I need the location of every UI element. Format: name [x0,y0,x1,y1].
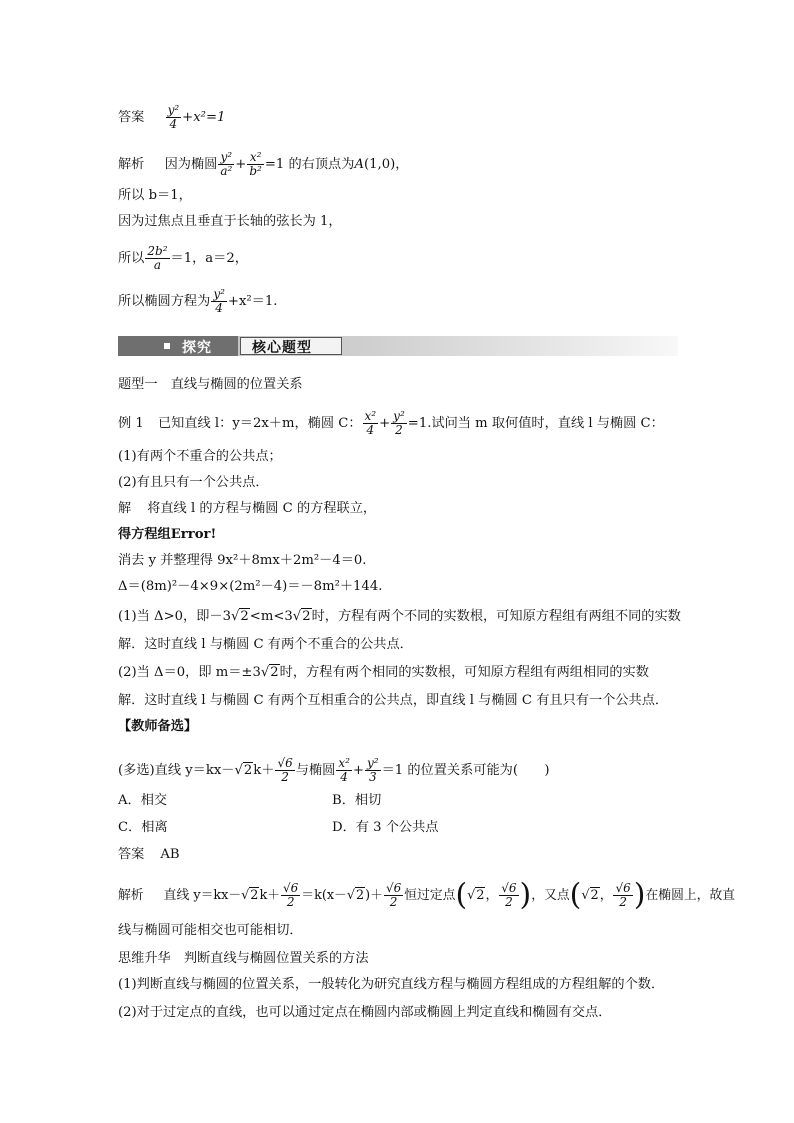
banner-right-text: 核心题型 [252,340,312,356]
solution-label: 解 [118,501,132,516]
analysis2-line-1: 解析 直线 y＝kx－√2k＋ $\frac{√6}{2}$ ＝k(x－√2)＋ $\frac{√6}{2}$ 恒过定点(√2， $\frac{√6}{2}$ )，又点(√2， $\frac{√6}{2}$ )在椭圆上，故直 [118,877,736,913]
solution-line-6: 解．这时直线 l 与椭圆 C 有两个不重合的公共点． [118,637,413,652]
example-line: 例 1 已知直线 l：y＝2x＋m，椭圆 C： $\frac{\text{x²}}{4}$ + $\frac{\text{y²}}{2}$ =1.试问当 m 取何值时，直线 l 与椭圆 C： [118,409,664,437]
example-label: 例 1 [118,416,144,431]
banner-bullet-icon [164,343,170,349]
summary-line-1: (1)判断直线与椭圆的位置关系，一般转化为研究直线方程与椭圆方程组成的方程组解的个数． [118,977,665,992]
solution-line-8: 解．这时直线 l 与椭圆 C 有两个互相重合的公共点，即直线 l 与椭圆 C 有且只有一个公共点． [118,693,669,708]
analysis-line-1: 解析 因为椭圆 $\frac{\text{y²}}{\text{a²}}$ + $\frac{\text{x²}}{\text{b²}}$ =1 的右顶点为A(1,0)， [118,150,409,178]
analysis-line-5: 所以椭圆方程为 $\frac{\text{y²}}{4}$ +x²＝1. [118,287,278,315]
option-c: C．相离 [118,820,168,835]
solution-line-7: (2)当 Δ＝0，即 m＝±3√2时，方程有两个相同的实数根，可知原方程组有两组相同的实数 [118,665,649,680]
solution-line-3: 消去 y 并整理得 9x²＋8mx＋2m²－4＝0. [118,553,367,568]
analysis2-line-2: 线与椭圆可能相交也可能相切． [118,923,303,938]
section-banner [118,336,678,356]
option-b: B．相切 [332,793,382,808]
teacher-answer-label: 答案 [118,847,145,862]
summary-title: 思维升华 判断直线与椭圆位置关系的方法 [118,951,369,966]
teacher-answer: 答案 AB [118,847,180,862]
teacher-title: 【教师备选】 [118,719,198,734]
solution-line-2: 得方程组Error! [118,527,217,542]
analysis-line-3: 因为过焦点且垂直于长轴的弦长为 1， [118,214,342,229]
banner-left-text: 探究 [182,340,212,356]
solution-line-5: (1)当 Δ>0，即－3√2<m<3√2时，方程有两个不同的实数根，可知原方程组有两组不同的实数 [118,609,681,624]
option-a: A．相交 [118,793,168,808]
answer-label: 答案 [118,110,145,125]
solution-line-1: 解 将直线 l 的方程与椭圆 C 的方程联立， [118,501,377,516]
question-1: (1)有两个不重合的公共点； [118,449,282,464]
teacher-question: (多选)直线 y＝kx－√2k＋ $\frac{√6}{2}$ 与椭圆 $\frac{\text{x²}}{4}$ + $\frac{\text{y²}}{3}$ ＝1 的位置关系可能为( ) [118,756,550,784]
question-2: (2)有且只有一个公共点． [118,475,269,490]
analysis2-label: 解析 [118,888,144,903]
analysis-line-2: 所以 b＝1， [118,188,192,203]
analysis-line-4: 所以 $\frac{\text{2b²}}{a}$ ＝1，a＝2， [118,244,248,272]
solution-line-4: Δ＝(8m)²－4×9×(2m²－4)＝－8m²＋144. [118,579,383,594]
analysis-label: 解析 [118,157,145,172]
answer-fraction: $\frac{\text{y²}}{4}$ [167,103,180,131]
type-title: 题型一 直线与椭圆的位置关系 [118,377,303,392]
answer-line: 答案 $\frac{\text{y²}}{4}$ +x²=1 [118,103,226,131]
option-d: D．有 3 个公共点 [332,820,439,835]
summary-line-2: (2)对于过定点的直线，也可以通过定点在椭圆内部或椭圆上判定直线和椭圆有交点． [118,1005,612,1020]
